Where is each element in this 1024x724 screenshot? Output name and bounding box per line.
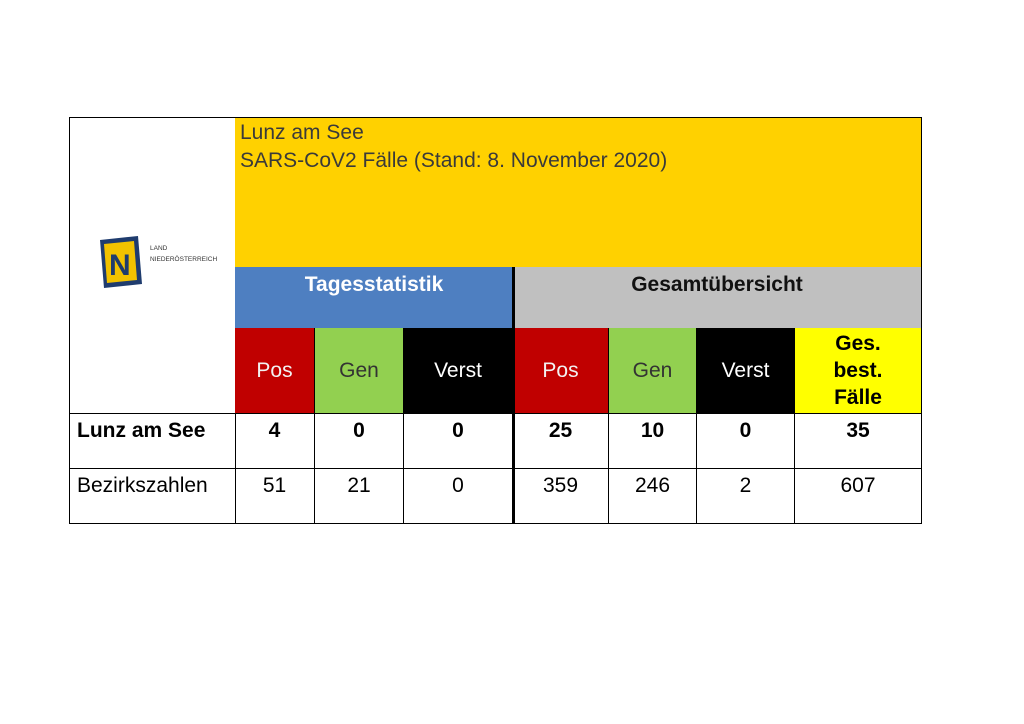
group-header-total: Gesamtübersicht — [513, 267, 922, 328]
table-cell: 35 — [795, 414, 922, 469]
table-cell: 21 — [315, 469, 404, 524]
col-header-daily-pos: Pos — [235, 328, 315, 414]
col-header-total-cases-line1: Ges. — [835, 332, 881, 355]
table-cell: 246 — [609, 469, 697, 524]
lower-austria-logo-icon — [98, 236, 238, 296]
page-subtitle: SARS-CoV2 Fälle (Stand: 8. November 2020) — [240, 149, 668, 172]
table-cell: 607 — [795, 469, 922, 524]
table-cell: 51 — [235, 469, 315, 524]
row-label-municipality: Lunz am See — [69, 414, 236, 469]
group-header-daily: Tagesstatistik — [235, 267, 513, 328]
table-cell: 25 — [513, 414, 609, 469]
table-cell: 0 — [404, 469, 513, 524]
table-cell: 0 — [404, 414, 513, 469]
logo-text-land: LAND — [150, 245, 168, 252]
row-label-district: Bezirkszahlen — [69, 469, 236, 524]
col-header-total-cases — [795, 328, 922, 414]
page-title: Lunz am See — [240, 121, 364, 144]
logo-text-region: NIEDERÖSTERREICH — [150, 256, 218, 263]
col-header-total-cases-line3: Fälle — [834, 386, 882, 409]
col-header-total-gen: Gen — [609, 328, 697, 414]
title-cell — [235, 117, 922, 268]
table-cell: 0 — [315, 414, 404, 469]
col-header-total-cases-line2: best. — [833, 359, 883, 382]
logo-mark: N — [109, 249, 131, 282]
table-cell: 0 — [697, 414, 795, 469]
col-header-total-pos: Pos — [513, 328, 609, 414]
col-header-total-verst: Verst — [697, 328, 795, 414]
logo-cell — [69, 117, 236, 414]
col-header-daily-gen: Gen — [315, 328, 404, 414]
table-cell: 359 — [513, 469, 609, 524]
table-cell: 4 — [235, 414, 315, 469]
covid-statistics-table — [69, 117, 922, 524]
table-cell: 2 — [697, 469, 795, 524]
col-header-daily-verst: Verst — [404, 328, 513, 414]
section-divider — [512, 267, 515, 524]
table-cell: 10 — [609, 414, 697, 469]
